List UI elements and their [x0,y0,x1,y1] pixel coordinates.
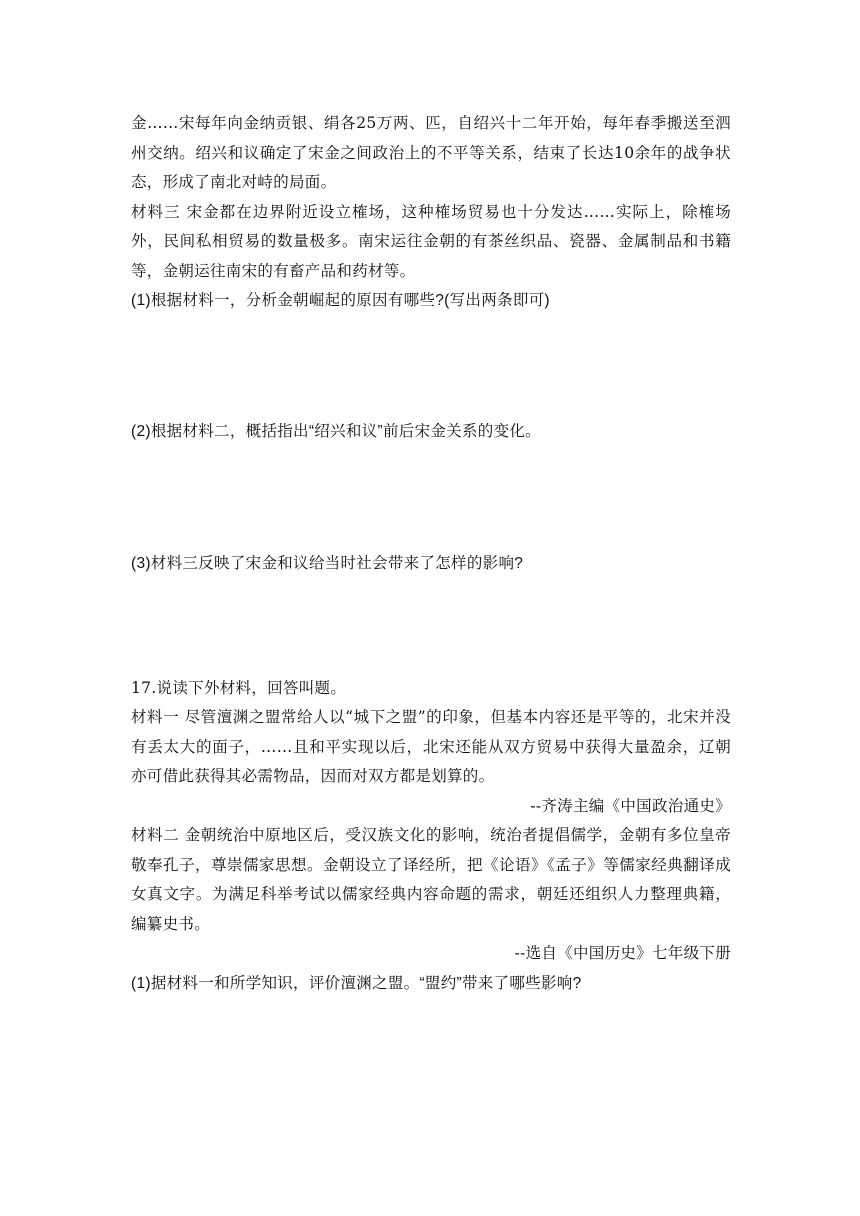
question-17-source-1: --齐涛主编《中国政治通史》 [530,796,731,815]
question-17-title: 17.说读下外材料，回答叫题。 [131,678,347,697]
question-16-2: (2)根据材料二，概括指出“绍兴和议”前后宋金关系的变化。 [131,422,541,440]
question-17-material-2: 材料二 金朝统治中原地区后，受汉族文化的影响，统治者提倡儒学，金朝有多位皇帝敬奉孔子，尊崇儒家思想。金朝设立了译经所，把《论语》《孟子》等儒家经典翻译成女真文字。为满足科举考试以儒家经典内容命题的需求，朝廷还组织人力整理典籍，编纂史书。 [131,826,731,933]
document-content [131,109,731,998]
question-17-material-1: 材料一 尽管澶渊之盟常给人以“城下之盟”的印象，但基本内容还是平等的，北宋并没有丢太大的面子，……且和平实现以后，北宋还能从双方贸易中获得大量盈余，辽朝亦可借此获得其必需物品，因而对双方都是划算的。 [131,708,731,785]
material-3: 材料三 宋金都在边界附近设立榷场，这种榷场贸易也十分发达……实际上，除榷场外，民间私相贸易的数量极多。南宋运往金朝的有茶丝织品、瓷器、金属制品和书籍等，金朝运往南宋的有畜产品和药材等。 [131,202,731,280]
question-17-1: (1)据材料一和所学知识，评价澶渊之盟。“盟约”带来了哪些影响? [131,974,582,992]
material-2-continued: 金……宋每年向金纳贡银、绢各25万两、匹，自绍兴十二年开始，每年春季搬送至泗州交纳。绍兴和议确定了宋金之间政治上的不平等关系，结束了长达10余年的战争状态，形成了南北对峙的局面。 [131,114,731,191]
question-16-1: (1)根据材料一，分析金朝崛起的原因有哪些?(写出两条即可) [131,292,550,309]
answer-space-16-3 [131,579,731,674]
question-16-3: (3)材料三反映了宋金和议给当时社会带来了怎样的影响? [131,555,524,572]
answer-space-16-2 [131,446,731,549]
answer-space-16-1 [131,316,731,417]
question-17-source-2: --选自《中国历史》七年级下册 [514,944,731,962]
